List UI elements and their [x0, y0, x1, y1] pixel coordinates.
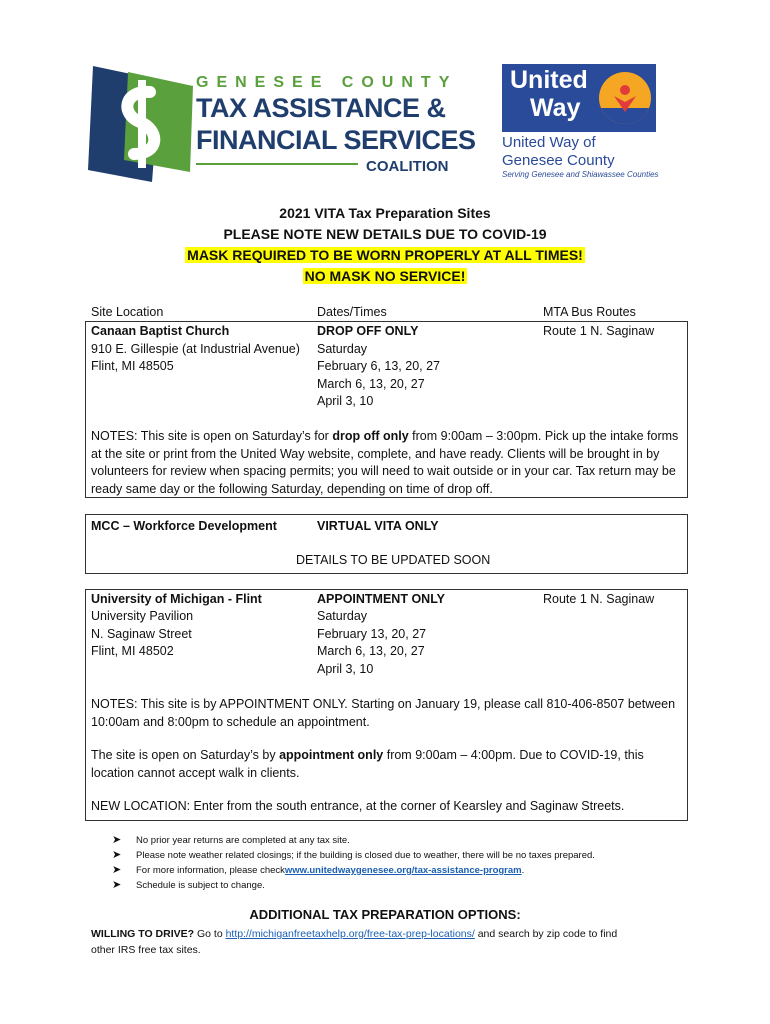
site1-day: Saturday — [317, 342, 368, 356]
site3-bus: Route 1 N. Saginaw — [543, 592, 655, 606]
site1-mode: DROP OFF ONLY — [317, 324, 419, 338]
gc-logo-line2: FINANCIAL SERVICES — [196, 125, 476, 155]
site1-notes-a: NOTES: This site is open on Saturday’s for — [91, 429, 333, 443]
gc-logo-line3: COALITION — [366, 158, 449, 175]
no-mask-warning — [0, 268, 770, 284]
col-dates-times: Dates/Times — [317, 305, 387, 319]
additional-heading: ADDITIONAL TAX PREPARATION OPTIONS: — [249, 907, 521, 922]
site2-mode: VIRTUAL VITA ONLY — [317, 519, 439, 533]
bullet-text: Please note weather related closings; if the building is closed due to weather, there will be no taxes prepared. — [136, 850, 595, 861]
mask-warning — [0, 247, 770, 263]
uw-logo-sub1: United Way of — [502, 134, 596, 151]
bullet-text-a: For more information, please check — [136, 865, 285, 876]
site1-notes-b: drop off only — [332, 429, 409, 443]
site1-notes — [91, 428, 683, 498]
uw-logo-sub2: Genesee County — [502, 152, 615, 169]
site1-address1: 910 E. Gillespie (at Industrial Avenue) — [91, 342, 300, 356]
site3-notes2-b: appointment only — [279, 748, 384, 762]
list-item — [112, 863, 595, 878]
site2-details: DETAILS TO BE UPDATED SOON — [296, 553, 491, 567]
additional-text-a: Go to — [194, 928, 226, 940]
site3-dates1: February 13, 20, 27 — [317, 627, 427, 641]
site1-bus: Route 1 N. Saginaw — [543, 324, 655, 338]
no-mask-warning-text: NO MASK NO SERVICE! — [304, 268, 466, 284]
site3-name: University of Michigan - Flint — [91, 592, 262, 606]
united-way-link[interactable]: www.unitedwaygenesee.org/tax-assistance-program — [284, 865, 522, 876]
site3-address3: Flint, MI 48502 — [91, 644, 174, 658]
list-item — [112, 878, 595, 893]
site3-dates2: March 6, 13, 20, 27 — [317, 644, 425, 658]
list-item — [112, 848, 595, 863]
site1-dates3: April 3, 10 — [317, 394, 374, 408]
site3-notes2 — [91, 747, 683, 782]
site1-notes-c: from 9:00am – 3:00pm. Pick up the intake forms at the site or print from the United Way website, complete, and have ready. Clients will be brought in by volunteers for review when spacing permits; you will need to wait outside or in your car. Tax return may be ready same day or the following Saturday, depending on time of drop off. — [91, 429, 679, 496]
gc-logo-rule — [196, 163, 358, 165]
willing-to-drive: WILLING TO DRIVE? — [91, 928, 195, 940]
col-bus-routes: MTA Bus Routes — [543, 305, 636, 319]
arrow-bullet-icon: ➤ — [112, 834, 122, 846]
mask-warning-text: MASK REQUIRED TO BE WORN PROPERLY AT ALL TIMES! — [187, 247, 583, 263]
additional-line2: other IRS free tax sites. — [91, 944, 201, 956]
site3-day: Saturday — [317, 609, 368, 623]
site1-name: Canaan Baptist Church — [91, 324, 230, 338]
uw-logo-sub3: Serving Genesee and Shiawassee Counties — [502, 170, 659, 179]
bullet-text: Schedule is subject to change. — [136, 880, 265, 891]
bullet-text-c: . — [521, 865, 525, 876]
list-item — [112, 833, 595, 848]
site2-name: MCC – Workforce Development — [91, 519, 277, 533]
site3-notes3: NEW LOCATION: Enter from the south entrance, at the corner of Kearsley and Saginaw Streets. — [91, 799, 625, 813]
gc-logo-county: GENESEE COUNTY — [196, 74, 458, 91]
site1-address2: Flint, MI 48505 — [91, 359, 174, 373]
doc-title: 2021 VITA Tax Preparation Sites — [279, 205, 491, 221]
arrow-bullet-icon: ➤ — [112, 849, 122, 861]
site3-notes1: NOTES: This site is by APPOINTMENT ONLY. Starting on January 19, please call 810-406-8507 between 10:00am and 8:00pm to schedule an appointment. — [91, 697, 676, 729]
arrow-bullet-icon: ➤ — [112, 864, 122, 876]
arrow-bullet-icon: ➤ — [112, 879, 122, 891]
uw-logo-line1: United — [510, 66, 588, 94]
additional-text-b: and search by zip code to find — [474, 928, 618, 940]
site3-address1: University Pavilion — [91, 609, 194, 623]
site1-dates2: March 6, 13, 20, 27 — [317, 377, 425, 391]
site3-dates3: April 3, 10 — [317, 662, 374, 676]
covid-notice: PLEASE NOTE NEW DETAILS DUE TO COVID-19 — [223, 226, 547, 242]
dollar-sign-logo-icon — [88, 62, 198, 186]
michigan-free-tax-link[interactable]: http://michiganfreetaxhelp.org/free-tax-prep-locations/ — [225, 928, 475, 940]
additional-line1 — [91, 926, 617, 942]
site3-notes2-c: from 9:00am – 4:00pm. Due to COVID-19, this location cannot accept walk in clients. — [91, 748, 644, 780]
uw-logo-line2: Way — [530, 94, 581, 122]
site3-address2: N. Saginaw Street — [91, 627, 192, 641]
gc-logo-line1: TAX ASSISTANCE & — [196, 93, 446, 123]
site3-notes2-a: The site is open on Saturday’s by — [91, 748, 280, 762]
uw-hand-icon — [596, 68, 654, 133]
gc-logo — [88, 62, 198, 186]
col-site-location: Site Location — [91, 305, 164, 319]
bullet-list — [112, 833, 595, 893]
site3-mode: APPOINTMENT ONLY — [317, 592, 446, 606]
site1-dates1: February 6, 13, 20, 27 — [317, 359, 440, 373]
bullet-text: No prior year returns are completed at any tax site. — [136, 835, 350, 846]
